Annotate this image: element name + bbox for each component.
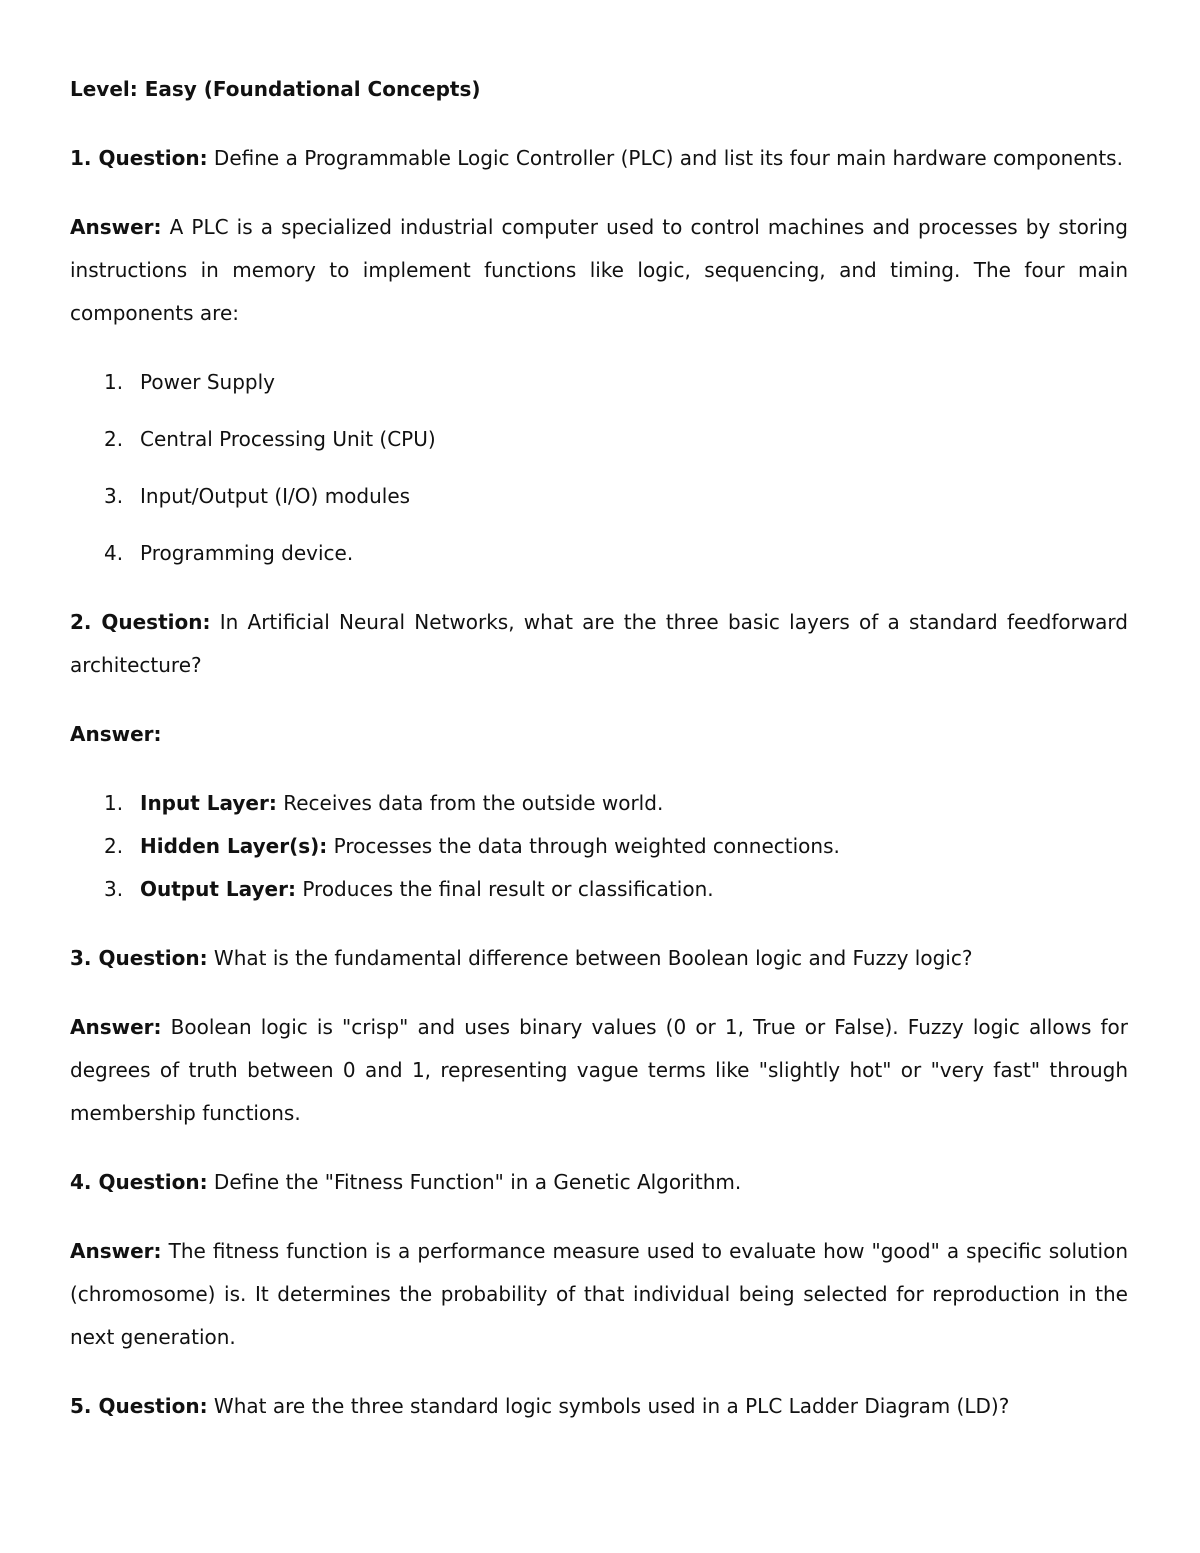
list-item: 3. Output Layer: Produces the final result or classification. <box>104 877 714 901</box>
question-1-text: Define a Programmable Logic Controller (PLC) and list its four main hardware components. <box>207 146 1123 170</box>
answer-1 <box>70 206 1128 335</box>
question-5-text: What are the three standard logic symbols used in a PLC Ladder Diagram (LD)? <box>207 1394 1010 1418</box>
level-heading: Level: Easy (Foundational Concepts) <box>70 77 481 101</box>
list-item: 2. Hidden Layer(s): Processes the data through weighted connections. <box>104 834 840 858</box>
question-4-label: 4. Question: <box>70 1170 208 1194</box>
answer-4-label: Answer: <box>70 1239 162 1263</box>
answer-1-label: Answer: <box>70 215 162 239</box>
question-3-label: 3. Question: <box>70 946 208 970</box>
list-item: 1. Input Layer: Receives data from the outside world. <box>104 791 664 815</box>
answer-3 <box>70 1006 1128 1135</box>
answer-1-list <box>70 361 1128 575</box>
question-4 <box>70 1161 1128 1204</box>
answer-3-text: Boolean logic is "crisp" and uses binary values (0 or 1, True or False). Fuzzy logic allows for degrees of truth between 0 and 1, representing vague terms like "slightly hot" or "very fast" through membership functions. <box>70 1015 1128 1125</box>
answer-3-label: Answer: <box>70 1015 162 1039</box>
question-4-text: Define the "Fitness Function" in a Genetic Algorithm. <box>207 1170 742 1194</box>
answer-2-label: Answer: <box>70 722 162 746</box>
answer-1-text: A PLC is a specialized industrial computer used to control machines and processes by storing instructions in memory to implement functions like logic, sequencing, and timing. The four main components are: <box>70 215 1128 325</box>
answer-2 <box>70 713 1128 756</box>
question-5 <box>70 1385 1128 1428</box>
list-item: 2. Central Processing Unit (CPU) <box>104 427 436 451</box>
question-5-label: 5. Question: <box>70 1394 208 1418</box>
question-1-label: 1. Question: <box>70 146 208 170</box>
document-page <box>70 68 1128 1454</box>
answer-4 <box>70 1230 1128 1359</box>
question-1 <box>70 137 1128 180</box>
answer-4-text: The fitness function is a performance measure used to evaluate how "good" a specific solution (chromosome) is. It determines the probability of that individual being selected for reproduction in the next generation. <box>70 1239 1128 1349</box>
list-item: 3. Input/Output (I/O) modules <box>104 484 411 508</box>
question-2-label: 2. Question: <box>70 610 211 634</box>
question-3 <box>70 937 1128 980</box>
answer-2-list <box>70 782 1128 911</box>
list-item: 1. Power Supply <box>104 370 275 394</box>
question-3-text: What is the fundamental difference between Boolean logic and Fuzzy logic? <box>207 946 973 970</box>
question-2 <box>70 601 1128 687</box>
list-item: 4. Programming device. <box>104 541 354 565</box>
question-2-text: In Artificial Neural Networks, what are the three basic layers of a standard feedforward architecture? <box>70 610 1128 677</box>
